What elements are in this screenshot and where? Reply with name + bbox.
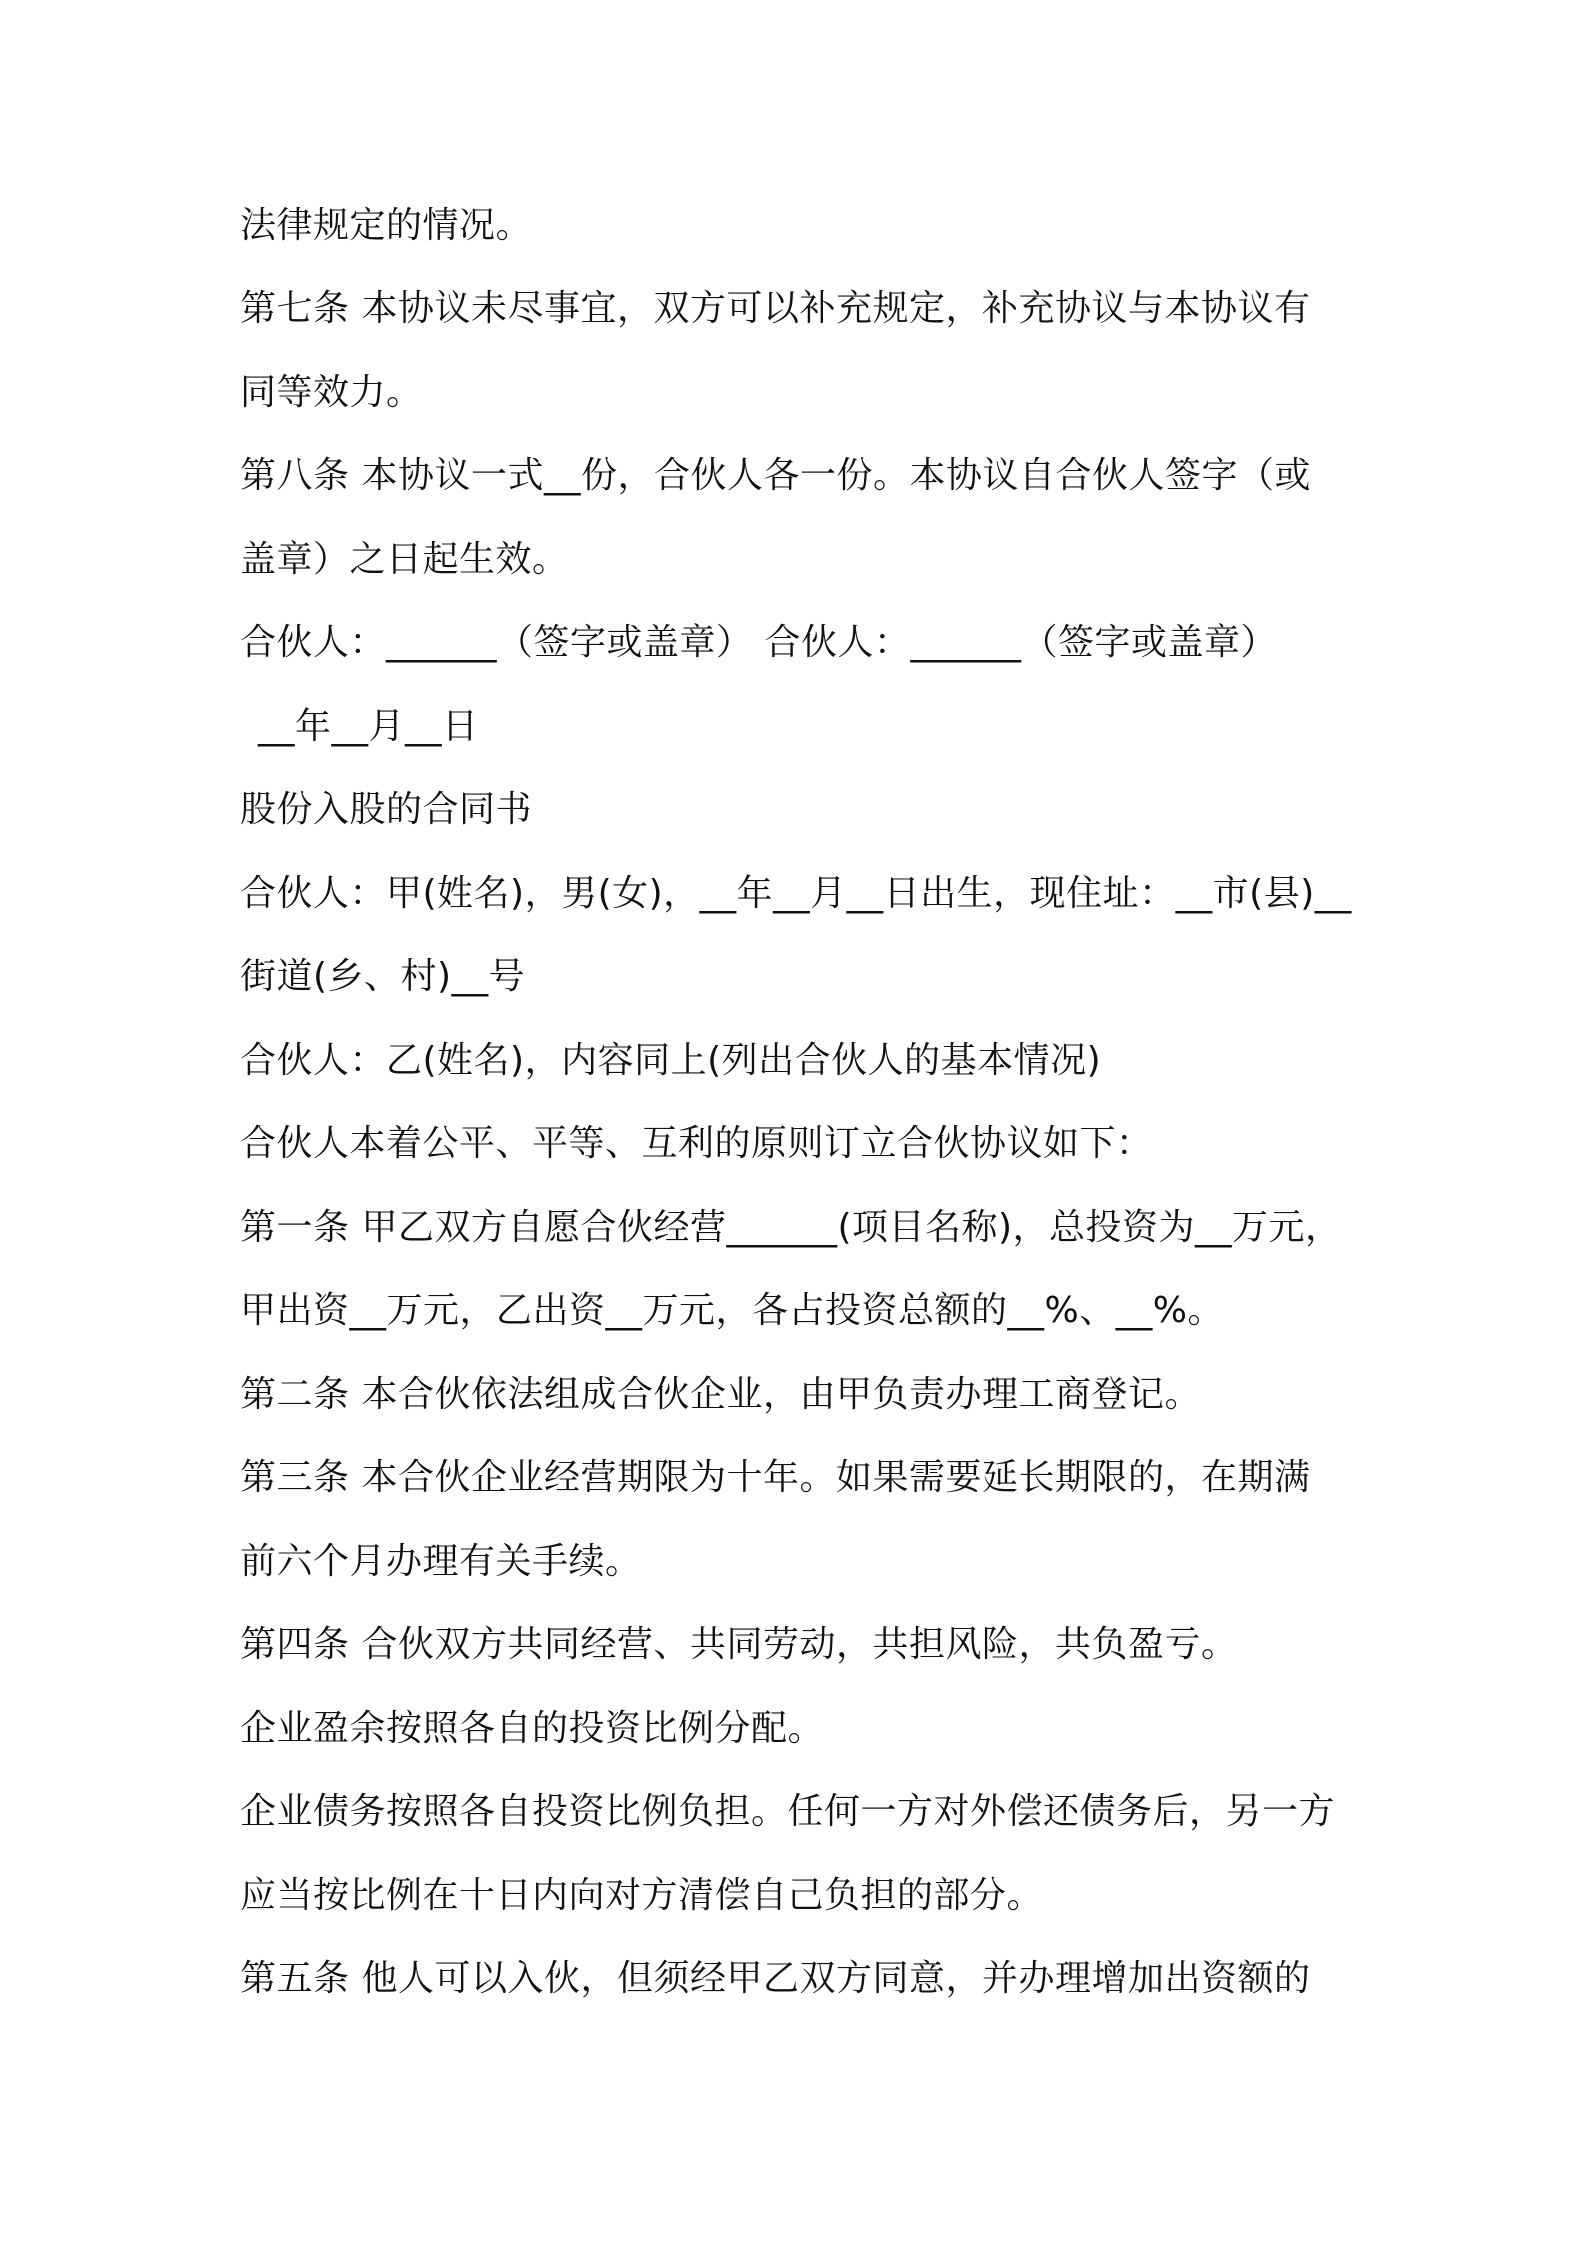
text-line: 合伙人：乙(姓名)，内容同上(列出合伙人的基本情况) [240,1040,1102,1081]
text-line: 第七条 本协议未尽事宜，双方可以补充规定，补充协议与本协议有 [240,288,1311,329]
date-line: __年__月__日 [258,706,479,747]
text-line: 街道(乡、村)__号 [240,956,526,997]
text-line: 第八条 本协议一式__份，合伙人各一份。本协议自合伙人签字（或 [240,455,1311,496]
text-line: 甲出资__万元，乙出资__万元，各占投资总额的__%、__%。 [240,1290,1224,1331]
text-line: 企业盈余按照各自的投资比例分配。 [240,1708,825,1749]
text-line: 第四条 合伙双方共同经营、共同劳动，共担风险，共负盈亏。 [240,1624,1238,1665]
text-line: 第一条 甲乙双方自愿合伙经营______(项目名称)，总投资为__万元， [240,1207,1342,1248]
text-line: 合伙人：______（签字或盖章） 合伙人：______（签字或盖章） [240,622,1277,663]
text-line: 盖章）之日起生效。 [240,539,569,580]
text-line: 第二条 本合伙依法组成合伙企业，由甲负责办理工商登记。 [240,1374,1201,1415]
text-line: 同等效力。 [240,372,423,413]
text-line: 合伙人：甲(姓名)，男(女)，__年__月__日出生，现住址：__市(县)__ [240,873,1352,914]
text-line: 法律规定的情况。 [240,205,533,246]
section-title: 股份入股的合同书 [240,789,533,830]
text-line: 第三条 本合伙企业经营期限为十年。如果需要延长期限的，在期满 [240,1457,1311,1498]
text-line: 应当按比例在十日内向对方清偿自己负担的部分。 [240,1875,1044,1916]
text-line: 第五条 他人可以入伙，但须经甲乙双方同意，并办理增加出资额的 [240,1958,1311,1999]
text-line: 前六个月办理有关手续。 [240,1541,642,1582]
text-line: 合伙人本着公平、平等、互利的原则订立合伙协议如下： [240,1123,1153,1164]
text-line: 企业债务按照各自投资比例负担。任何一方对外偿还债务后，另一方 [240,1791,1336,1832]
